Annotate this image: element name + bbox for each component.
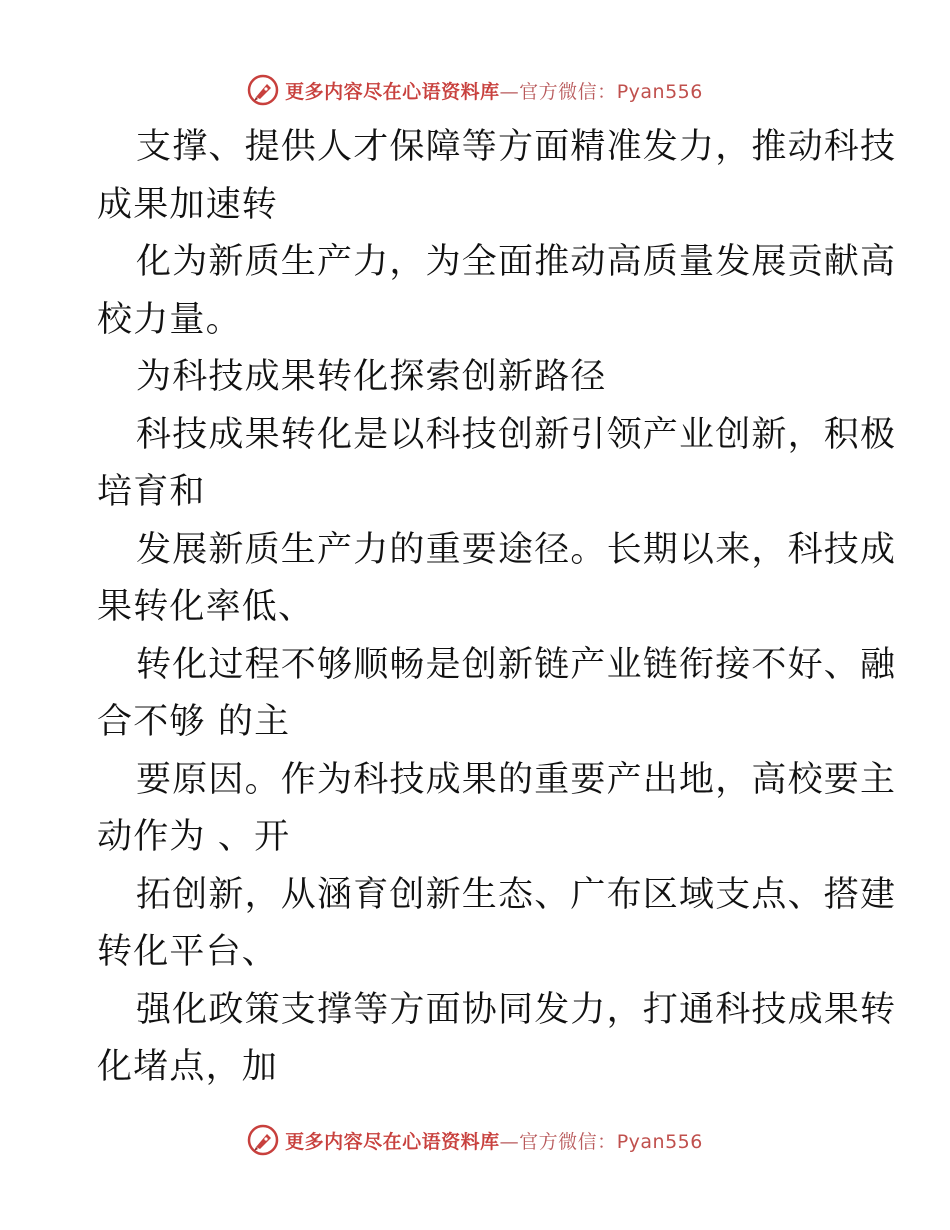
footer-banner-text [285,1127,703,1154]
pen-nib-logo-icon [247,1124,279,1156]
banner-brand-text: 更多内容尽在心语资料库 [285,1130,500,1153]
body-line: 拓创新，从涵育创新生态、广布区域支点、搭建 [136,874,897,915]
body-line: 转化过程不够顺畅是创新链产业链衔接不好、融 [136,644,897,685]
banner-dash: — [499,1130,520,1153]
header-banner-inner [247,74,703,106]
body-line: 成果加速转 [97,184,279,225]
banner-dash: — [499,80,520,103]
body-line: 发展新质生产力的重要途径。长期以来，科技成 [136,529,897,570]
banner-official-text: 官方微信： [519,80,617,103]
header-banner [0,70,950,110]
document-body [97,119,897,1097]
banner-official-text: 官方微信： [519,1130,617,1153]
body-line: 校力量。 [97,299,242,340]
header-banner-text [285,77,703,104]
body-line: 合不够 的主 [97,702,291,742]
body-line: 化为新质生产力，为全面推动高质量发展贡献高 [136,242,897,282]
body-line: 培育和 [97,472,206,512]
banner-wechat-id: Pyan556 [616,80,703,103]
section-heading: 为科技成果转化探索创新路径 [136,357,607,397]
footer-banner [0,1120,950,1160]
body-line: 支撑、提供人才保障等方面精准发力，推动科技 [136,127,897,167]
banner-wechat-id: Pyan556 [616,1130,703,1153]
footer-banner-inner [247,1124,703,1156]
body-line: 动作为 、开 [97,817,291,857]
body-line: 化堵点，加 [97,1047,279,1087]
body-line: 强化政策支撑等方面协同发力，打通科技成果转 [136,989,897,1030]
body-line: 要原因。作为科技成果的重要产出地，高校要主 [136,759,897,800]
body-line: 科技成果转化是以科技创新引领产业创新，积极 [136,414,897,455]
body-line: 果转化率低、 [97,587,315,627]
pen-nib-logo-icon [247,74,279,106]
body-line: 转化平台、 [97,932,279,972]
banner-brand-text: 更多内容尽在心语资料库 [285,80,500,103]
